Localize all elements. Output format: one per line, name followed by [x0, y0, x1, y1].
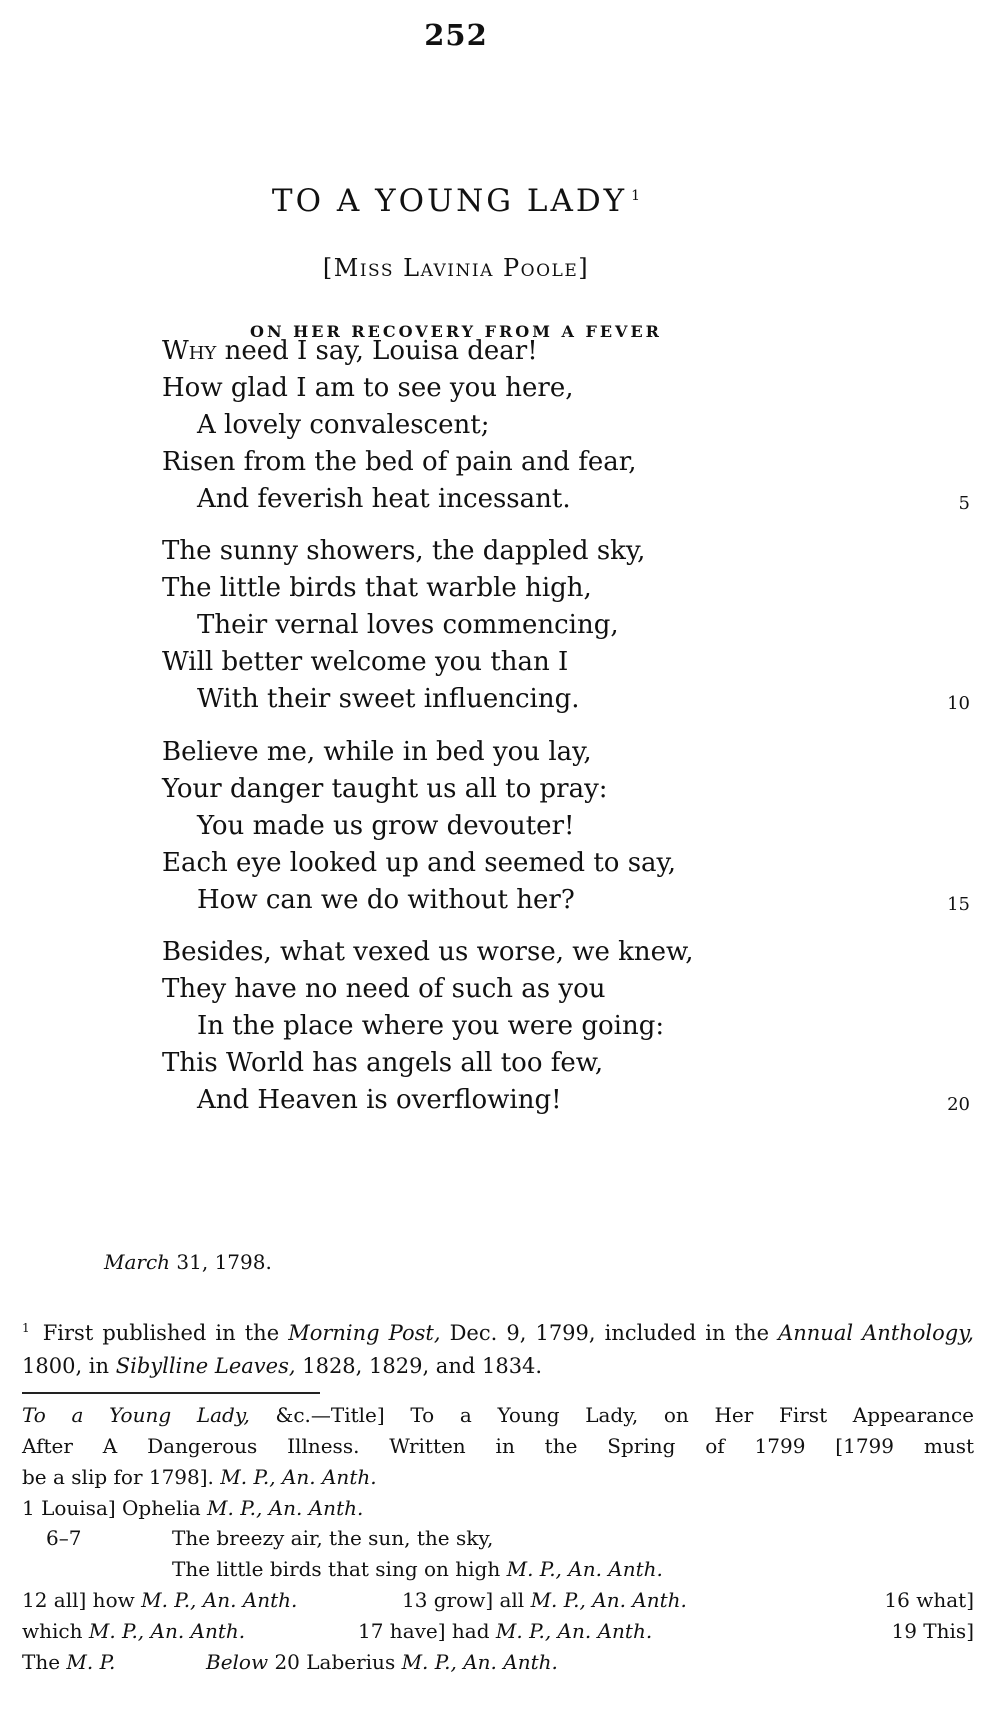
note-text: 1 Louisa] Ophelia — [22, 1496, 201, 1520]
note-italic: M. P., An. Anth. — [141, 1588, 298, 1612]
note-italic: M. P., An. Anth. — [207, 1496, 364, 1520]
page-number: 252 — [424, 18, 488, 52]
footnote-text: First published in the — [33, 1321, 289, 1345]
note-text: be a slip for 1798]. — [22, 1465, 214, 1489]
poem-line: Believe me, while in bed you lay, — [162, 737, 592, 767]
poem-line: Their vernal loves commencing, — [197, 610, 619, 640]
note-italic: M. P., An. Anth. — [88, 1619, 246, 1643]
note-text: 17 have] had — [358, 1619, 490, 1643]
title-footnote-mark: 1 — [631, 187, 641, 204]
note-italic: M. P., An. Anth. — [506, 1557, 663, 1581]
notes-divider — [22, 1392, 320, 1394]
line-number: 15 — [947, 894, 970, 915]
note-text-group — [172, 1557, 663, 1581]
poem-line: How can we do without her? — [197, 885, 575, 915]
note-line — [22, 1496, 974, 1520]
note-text: 20 Laberius — [268, 1650, 396, 1674]
poem-date — [104, 1250, 272, 1274]
note-text: 16 what] — [884, 1588, 974, 1612]
poem-line: And Heaven is overflowing! — [197, 1085, 562, 1115]
footnote — [22, 1312, 974, 1383]
poem-title-text: TO A YOUNG LADY — [271, 183, 628, 219]
poem-line: Each eye looked up and seemed to say, — [162, 848, 677, 878]
note-text: The little birds that sing on high — [172, 1557, 501, 1581]
note-text: which — [22, 1619, 83, 1643]
footnote-italic: Sibylline Leaves, — [115, 1354, 296, 1378]
note-line-number: 6–7 — [46, 1526, 82, 1550]
note-italic: To a Young Lady, — [22, 1403, 250, 1427]
date-month: March — [104, 1250, 171, 1274]
note-line: After A Dangerous Illness. Written in the Spring of 1799 [1799 must — [22, 1434, 974, 1458]
date-rest: 31, 1798. — [170, 1250, 272, 1274]
poem-title — [0, 183, 912, 219]
note-italic: M. P., An. Anth. — [401, 1650, 558, 1674]
note-text: 12 all] how — [22, 1588, 135, 1612]
footnote-text: 1800, in — [22, 1354, 116, 1378]
note-line — [22, 1403, 974, 1427]
note-text: The breezy air, the sun, the sky, — [172, 1526, 494, 1550]
footnote-text: 1828, 1829, and 1834. — [295, 1354, 543, 1378]
poem-line: This World has angels all too few, — [162, 1048, 604, 1078]
note-italic: M. P., An. Anth. — [220, 1465, 377, 1489]
note-text-group — [402, 1588, 687, 1612]
note-text-group — [358, 1619, 652, 1643]
note-text-group — [22, 1650, 115, 1674]
note-text-group — [206, 1650, 558, 1674]
footnote-italic: Annual Anthology, — [778, 1321, 974, 1345]
poem-line: And feverish heat incessant. — [197, 484, 571, 514]
note-text-group — [22, 1619, 245, 1643]
note-text: &c.—Title] To a Young Lady, on Her First Appearance — [249, 1403, 974, 1427]
poem-line: Risen from the bed of pain and fear, — [162, 447, 637, 477]
poem-line: In the place where you were going: — [197, 1011, 665, 1041]
note-text-group — [22, 1588, 297, 1612]
note-text: The — [22, 1650, 61, 1674]
footnote-italic: Morning Post, — [288, 1321, 441, 1345]
poem-line: They have no need of such as you — [162, 974, 606, 1004]
note-text: 19 This] — [891, 1619, 974, 1643]
footnote-mark: 1 — [22, 1321, 30, 1335]
note-text: 13 grow] all — [402, 1588, 525, 1612]
note-italic: Below — [206, 1650, 269, 1674]
note-line — [22, 1465, 974, 1489]
poem-line: The sunny showers, the dappled sky, — [162, 536, 646, 566]
line-number: 20 — [947, 1094, 970, 1115]
footnote-text: Dec. 9, 1799, included in the — [440, 1321, 779, 1345]
poem-line-first-word: Why — [162, 336, 217, 366]
poem-line: How glad I am to see you here, — [162, 373, 574, 403]
poem-caption: ON HER RECOVERY FROM A FEVER — [250, 322, 662, 341]
poem-subtitle: [Miss Lavinia Poole] — [322, 254, 590, 282]
line-number: 5 — [958, 493, 970, 514]
poem-line: With their sweet influencing. — [197, 684, 580, 714]
poem-line: Will better welcome you than I — [162, 647, 569, 677]
poem-line: Your danger taught us all to pray: — [162, 774, 608, 804]
poem-line-text: need I say, Louisa dear! — [216, 336, 538, 366]
note-italic: M. P. — [66, 1650, 116, 1674]
poem-line: Besides, what vexed us worse, we knew, — [162, 937, 694, 967]
poem-line: You made us grow devouter! — [197, 811, 575, 841]
poem-line: A lovely convalescent; — [197, 410, 490, 440]
poem-line: The little birds that warble high, — [162, 573, 592, 603]
note-italic: M. P., An. Anth. — [530, 1588, 687, 1612]
poem-line — [162, 336, 538, 366]
note-italic: M. P., An. Anth. — [495, 1619, 653, 1643]
line-number: 10 — [947, 693, 970, 714]
